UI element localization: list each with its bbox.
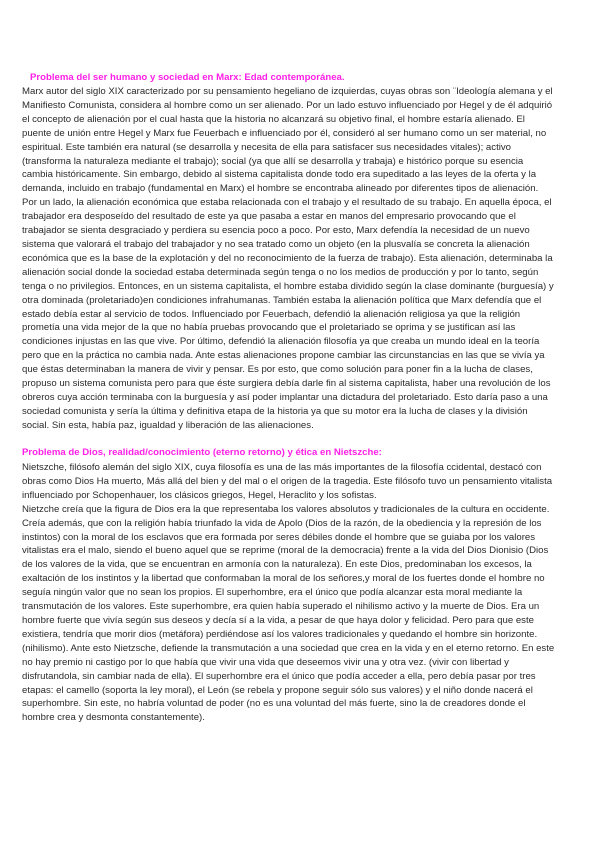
- text-line: transmutación de los valores. Este superhombre, era quien había superado el nihilismo activo y la muerte de Dios. Era un: [22, 601, 540, 613]
- text-line: hombre crea y desmonta constantemente).: [22, 712, 205, 724]
- text-line: (nihilismo). Ante esto Nietzsche, defiende la transmutación a una sociedad que crea en la vida y en el eterno retorno. En este: [22, 642, 555, 654]
- text-line: sociedad comunista y sería la última y definitiva etapa de la historia ya que su motor era la lucha de clases y la división: [22, 405, 528, 417]
- section-heading-nietzsche: Problema de Dios, realidad/conocimiento (eterno retorno) y ética en Nietszche:: [22, 447, 382, 458]
- text-line: tenga o no privilegios. Entonces, en un sistema capitalista, el hombre estaba dividido según la clase dominante (burguesía) y: [22, 280, 554, 292]
- text-line: disfrutandola, sin cambiar nada de ella). El superhombre era el único que podía acceder a ella, pero debía pasar por tres: [22, 670, 536, 682]
- text-line: económica que es la base de la explotación y del no reconocimiento de la fuerza de trabajo). Esta alienación, determinaba la: [22, 252, 553, 264]
- text-line: superhombre. Sin este, no habría voluntad de poder (no es una voluntad del más fuerte, sino la de creadores donde el: [22, 698, 526, 710]
- text-line: propuso un sistema comunista pero para que éste surgiera debía darle fin al sistema capitalista, haber una revolución de los: [22, 378, 551, 390]
- text-line: exaltación de los instintos y la libertad que conformaban la moral de los señores,y moral de los fuertes donde el hombre no: [22, 573, 545, 585]
- text-line: existiera, tendría que morir dios (metáfora) perdiéndose así los valores tradicionales y quedando el hombre sin horizonte.: [22, 628, 538, 640]
- text-line: prometía una vida mejor de la que no había pruebas provocando que el proletariado se oprima y se justifican así las: [22, 322, 516, 334]
- text-line: trabajador era desposeído del resultado de este ya que pasaba a estar en manos del empresario provocando que el: [22, 211, 516, 223]
- section-body-marx: [22, 85, 554, 433]
- text-line: condiciones injustas en las que vive. Por último, defendió la alienación filosofía ya que creaba un mundo ideal en la teoría: [22, 336, 540, 348]
- text-line: influenciado por Schopenhauer, los clásicos griegos, Hegel, Heraclito y los sofistas.: [22, 489, 377, 501]
- text-line: Por un lado, la alienación económica que estaba relacionada con el trabajo y el resultado de su trabajo. En aquella época, el: [22, 197, 552, 209]
- section-heading-marx: Problema del ser humano y sociedad en Marx: Edad contemporánea.: [30, 72, 345, 83]
- text-line: pero que en la práctica no cambia nada. Ante estas alienaciones propone cambiar las circunstancias en las que se vivía ya: [22, 350, 545, 362]
- text-line: hombre fuerte que vivía según sus deseos y decía sí a la vida, a pesar de que haya dolor y felicidad. Pero para que este: [22, 614, 534, 626]
- text-line: que éstas determinaban la manera de vivir y pensar. Es por esto, que como solución para poner fin a la lucha de clases,: [22, 364, 533, 376]
- text-line: el concepto de alienación por el cual hasta que la historia no alcanzará su objetivo final, el hombre estaría alienado. El: [22, 113, 525, 125]
- text-line: puente de unión entre Hegel y Marx fue Feuerbach e influenciado por él, consideró al ser humano como un ser material, no: [22, 127, 547, 139]
- text-line: Manifiesto Comunista, considera al hombre como un ser alienado. Por un lado estuvo influenciado por Hegel y de él adquirió: [22, 99, 553, 111]
- section-body-nietzsche: [22, 461, 554, 725]
- text-line: demanda, incluido en trabajo (fundamental en Marx) el hombre se encontraba alineado por diferentes tipos de alienación.: [22, 183, 539, 195]
- text-line: social. Sin esta, había paz, igualdad y liberación de las alienaciones.: [22, 419, 314, 431]
- text-line: estado debía estar al servicio de todos. Influenciado por Feuerbach, defendió la alienación religiosa ya que la religión: [22, 308, 521, 320]
- text-line: etapas: el camello (soporta la ley moral), el León (se rebela y propone seguir sólo sus valores) y el niño donde nacerá el: [22, 684, 533, 696]
- text-line: obreros cuya acción terminaba con la burguesía y así poder implantar una dictadura del proletariado. Esto daría paso a una: [22, 391, 548, 403]
- text-line: otra dominada (proletariado)en condiciones infrahumanas. También estaba la alienación política que Marx defendía que el: [22, 294, 542, 306]
- text-line: espiritual. Este también era natural (se desarrolla y necesita de ella para satisfacer sus necesidades vitales); activo: [22, 141, 511, 153]
- text-line: Nietszche, filósofo alemán del siglo XIX, cuya filosofía es una de las más importantes de la filosofía ccidental, destacó con: [22, 462, 542, 473]
- text-line: obras como Dios Ha muerto, Más allá del bien y del mal o el origen de la tragedia. Este filósofo tuvo un pensamiento vitalista: [22, 475, 553, 487]
- text-line: no hay premio ni castigo por lo que había que vivir una vida que deseemos vivir una y otra vez. (vivir con libertad y: [22, 656, 509, 668]
- text-line: seguía ningún valor que no sean los propios. El superhombre, era el único que podía alcanzar esta moral mediante la: [22, 587, 523, 599]
- text-line: alienación social donde la sociedad estaba determinada según tenga o no los medios de producción y por lo tanto, según: [22, 266, 539, 278]
- text-line: Creía además, que con la religión había triunfado la vida de Apolo (Dios de la razón, de la obediencia y la represión de los: [22, 517, 542, 529]
- text-line: Marx autor del siglo XIX caracterizado por su pensamiento hegeliano de izquierdas, cuyas obras son ¨Ideología alemana y el: [22, 86, 553, 97]
- text-line: trabajador se sienta desgraciado y perdiera su esencia poco a poco. Por esto, Marx defendía la necesidad de un nuevo: [22, 225, 530, 237]
- text-line: cambia históricamente. Sin embargo, debido al sistema capitalista donde todo era supeditado a las leyes de la oferta y la: [22, 169, 537, 181]
- text-line: sistema que valorará el trabajo del trabajador y no sea tratado como un objeto (en la plusvalía se concreta la alienación: [22, 238, 530, 250]
- text-line: Nietzche creía que la figura de Dios era la que representaba los valores absolutos y tradicionales de la cultura en occidente.: [22, 503, 550, 515]
- text-line: instintos) con la moral de los esclavos que era formada por seres débiles donde el hombre que se guiaba por los valores: [22, 531, 536, 543]
- text-line: de los valores de la vida, que se encuentran en armonía con la naturaleza). En este Dios, predominaban los excesos, la: [22, 559, 532, 571]
- text-line: (transforma la naturaleza mediante el trabajo); social (ya que allí se desarrolla y trabaja) e histórico porque su esencia: [22, 155, 524, 167]
- text-line: vitalistas era el malo, siendo el bueno aquel que se reprime (moral de la democracia) frente a la vida del Dios Dionisio (Dios: [22, 545, 549, 557]
